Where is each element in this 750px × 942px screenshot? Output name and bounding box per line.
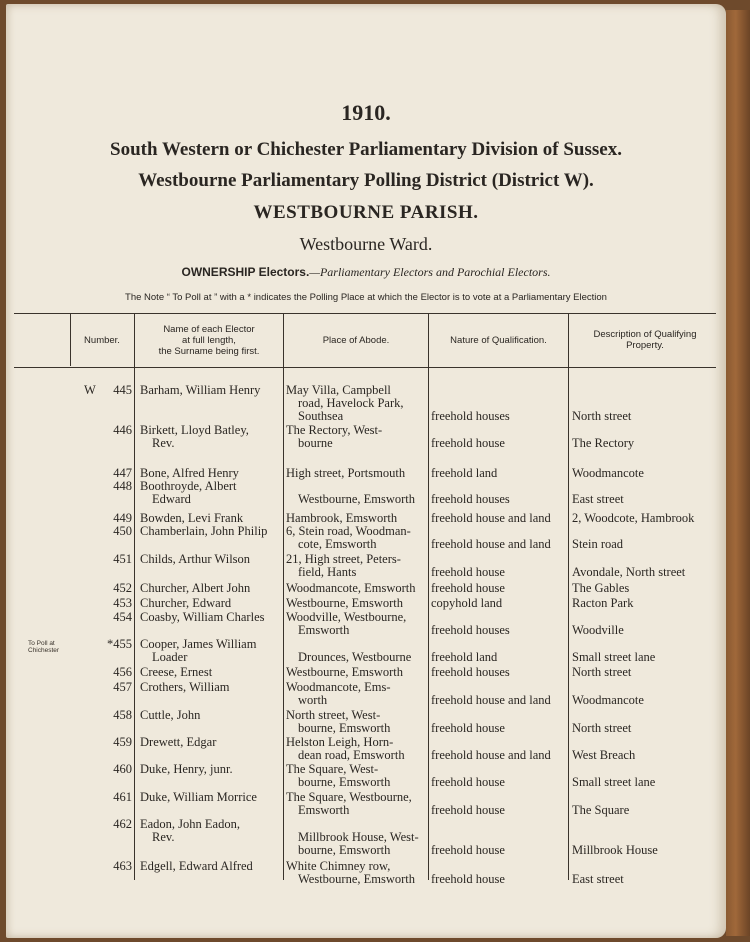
- column-divider: [428, 314, 429, 880]
- col-header-qualification: Nature of Qualification.: [450, 334, 547, 346]
- table-top-rule: [14, 313, 716, 314]
- division-heading: South Western or Chichester Parliamentary Division of Sussex.: [110, 139, 622, 160]
- elector-name: Duke, William Morrice: [140, 790, 257, 804]
- elector-qualification: freehold houses: [431, 665, 510, 679]
- column-divider: [70, 314, 71, 366]
- elector-name: Boothroyde, Albert: [140, 479, 237, 493]
- elector-abode: Westbourne, Emsworth: [286, 596, 404, 610]
- col-header-name-line: at full length,: [182, 334, 236, 346]
- elector-description: Woodmancote: [572, 693, 644, 707]
- elector-abode: Emsworth: [298, 623, 350, 637]
- elector-abode: Westbourne, Emsworth: [286, 665, 404, 679]
- elector-description: Millbrook House: [572, 843, 658, 857]
- elector-abode: Woodmancote, Emsworth: [286, 581, 416, 595]
- elector-description: Woodmancote: [572, 466, 644, 480]
- elector-number: 447: [113, 466, 132, 480]
- elector-abode: road, Havelock Park,: [298, 396, 404, 410]
- elector-qualification: freehold land: [431, 466, 498, 480]
- elector-name: Drewett, Edgar: [140, 735, 217, 749]
- elector-qualification: freehold house: [431, 721, 505, 735]
- elector-abode: The Square, West-: [286, 762, 379, 776]
- elector-number: 453: [113, 596, 132, 610]
- elector-name: Birkett, Lloyd Batley,: [140, 423, 249, 437]
- elector-number: 459: [113, 735, 132, 749]
- elector-description: North street: [572, 409, 632, 423]
- elector-name: Chamberlain, John Philip: [140, 524, 268, 538]
- side-note-line: To Poll at: [28, 640, 55, 647]
- elector-abode: Westbourne, Emsworth: [298, 492, 416, 506]
- elector-qualification: freehold house: [431, 775, 505, 789]
- col-header-description-line: Property.: [626, 340, 664, 351]
- elector-name: Rev.: [152, 436, 175, 450]
- district-heading: Westbourne Parliamentary Polling District (District W).: [138, 170, 594, 191]
- elector-qualification: freehold house: [431, 843, 505, 857]
- col-header-description-line: Description of Qualifying: [593, 329, 697, 340]
- elector-description: Small street lane: [572, 650, 656, 664]
- ownership-heading: [6, 265, 726, 280]
- elector-description: The Square: [572, 803, 630, 817]
- elector-number: 454: [113, 610, 132, 624]
- elector-abode: Westbourne, Emsworth: [298, 872, 416, 886]
- ownership-subtitle: —Parliamentary Electors and Parochial Electors.: [309, 265, 551, 279]
- elector-qualification: freehold houses: [431, 623, 510, 637]
- elector-name: Bone, Alfred Henry: [140, 466, 239, 480]
- district-letter: W: [84, 383, 96, 397]
- side-note-line: Chichester: [28, 647, 60, 654]
- elector-abode: Hambrook, Emsworth: [286, 511, 398, 525]
- elector-number: 451: [113, 552, 132, 566]
- elector-number: 457: [113, 680, 132, 694]
- elector-abode: 21, High street, Peters-: [286, 552, 401, 566]
- elector-abode: Woodville, Westbourne,: [286, 610, 407, 624]
- elector-abode: May Villa, Campbell: [286, 383, 391, 397]
- elector-number: 461: [113, 790, 132, 804]
- elector-number: 460: [113, 762, 132, 776]
- elector-qualification: freehold houses: [431, 492, 510, 506]
- elector-abode: field, Hants: [298, 565, 357, 579]
- elector-qualification: freehold house: [431, 436, 505, 450]
- elector-abode: Helston Leigh, Horn-: [286, 735, 394, 749]
- elector-description: Stein road: [572, 537, 624, 551]
- polling-note: The Note “ To Poll at ” with a * indicates the Polling Place at which the Elector is to vote at a Parliamentary Election: [125, 292, 607, 303]
- elector-name: Cooper, James William: [140, 637, 257, 651]
- col-header-name-line: Name of each Elector: [163, 323, 255, 335]
- col-header-name: [136, 316, 282, 364]
- elector-name: Bowden, Levi Frank: [140, 511, 244, 525]
- parish-heading: WESTBOURNE PARISH.: [253, 202, 479, 223]
- poll-at-side-note: [28, 640, 59, 654]
- elector-qualification: freehold house and land: [431, 748, 551, 762]
- elector-description: Racton Park: [572, 596, 634, 610]
- col-header-number: Number.: [84, 334, 120, 346]
- elector-name: Coasby, William Charles: [140, 610, 265, 624]
- elector-name: Creese, Ernest: [140, 665, 213, 679]
- elector-name: Cuttle, John: [140, 708, 201, 722]
- elector-number: 462: [113, 817, 132, 831]
- elector-abode: 6, Stein road, Woodman-: [286, 524, 411, 538]
- elector-qualification: copyhold land: [431, 596, 503, 610]
- elector-number: 463: [113, 859, 132, 873]
- elector-qualification: freehold house and land: [431, 511, 551, 525]
- elector-description: West Breach: [572, 748, 636, 762]
- elector-abode: Woodmancote, Ems-: [286, 680, 391, 694]
- column-divider: [283, 314, 284, 880]
- col-header-name-line: the Surname being first.: [158, 345, 260, 357]
- elector-description: North street: [572, 665, 632, 679]
- col-header-abode: Place of Abode.: [322, 334, 390, 346]
- elector-description: North street: [572, 721, 632, 735]
- elector-number: 446: [113, 423, 132, 437]
- elector-qualification: freehold house: [431, 581, 505, 595]
- elector-number: 456: [113, 665, 132, 679]
- elector-abode: The Square, Westbourne,: [286, 790, 412, 804]
- column-divider: [568, 314, 569, 880]
- elector-abode: bourne, Emsworth: [298, 721, 391, 735]
- elector-description: East street: [572, 872, 624, 886]
- elector-qualification: freehold houses: [431, 409, 510, 423]
- elector-qualification: freehold land: [431, 650, 498, 664]
- elector-qualification: freehold house and land: [431, 537, 551, 551]
- elector-name: Childs, Arthur Wilson: [140, 552, 251, 566]
- elector-number: 445: [113, 383, 132, 397]
- elector-number: 449: [113, 511, 132, 525]
- elector-abode: Emsworth: [298, 803, 350, 817]
- elector-description: The Gables: [572, 581, 630, 595]
- elector-abode: bourne, Emsworth: [298, 775, 391, 789]
- elector-abode: Millbrook House, West-: [298, 830, 419, 844]
- elector-description: Woodville: [572, 623, 624, 637]
- elector-abode: Drounces, Westbourne: [298, 650, 412, 664]
- elector-abode: High street, Portsmouth: [286, 466, 406, 480]
- elector-name: Edgell, Edward Alfred: [140, 859, 253, 873]
- elector-name: Churcher, Edward: [140, 596, 232, 610]
- elector-qualification: freehold house and land: [431, 693, 551, 707]
- elector-abode: cote, Emsworth: [298, 537, 377, 551]
- elector-number: 448: [113, 479, 132, 493]
- elector-description: 2, Woodcote, Hambrook: [572, 511, 695, 525]
- book-edge: [726, 10, 750, 936]
- elector-abode: bourne: [298, 436, 333, 450]
- elector-name: Rev.: [152, 830, 175, 844]
- elector-name: Eadon, John Eadon,: [140, 817, 240, 831]
- elector-name: Edward: [152, 492, 191, 506]
- elector-name: Duke, Henry, junr.: [140, 762, 233, 776]
- elector-number: *455: [107, 637, 132, 651]
- register-page: [6, 4, 726, 938]
- elector-description: East street: [572, 492, 624, 506]
- elector-abode: North street, West-: [286, 708, 381, 722]
- year-heading: 1910.: [341, 100, 391, 125]
- elector-number: 452: [113, 581, 132, 595]
- elector-name: Crothers, William: [140, 680, 230, 694]
- elector-number: 450: [113, 524, 132, 538]
- column-divider: [134, 314, 135, 880]
- elector-abode: worth: [298, 693, 328, 707]
- elector-qualification: freehold house: [431, 872, 505, 886]
- elector-abode: White Chimney row,: [286, 859, 391, 873]
- elector-abode: dean road, Emsworth: [298, 748, 405, 762]
- col-header-description: [570, 316, 720, 364]
- table-header-rule: [14, 367, 716, 368]
- elector-abode: Southsea: [298, 409, 344, 423]
- elector-name: Barham, William Henry: [140, 383, 261, 397]
- elector-abode: The Rectory, West-: [286, 423, 383, 437]
- elector-qualification: freehold house: [431, 803, 505, 817]
- elector-description: Avondale, North street: [572, 565, 686, 579]
- elector-abode: bourne, Emsworth: [298, 843, 391, 857]
- elector-qualification: freehold house: [431, 565, 505, 579]
- elector-number: 458: [113, 708, 132, 722]
- ownership-label: OWNERSHIP Electors.: [181, 265, 310, 279]
- ward-heading: Westbourne Ward.: [299, 234, 433, 254]
- elector-description: The Rectory: [572, 436, 635, 450]
- elector-name: Loader: [152, 650, 188, 664]
- elector-name: Churcher, Albert John: [140, 581, 251, 595]
- elector-description: Small street lane: [572, 775, 656, 789]
